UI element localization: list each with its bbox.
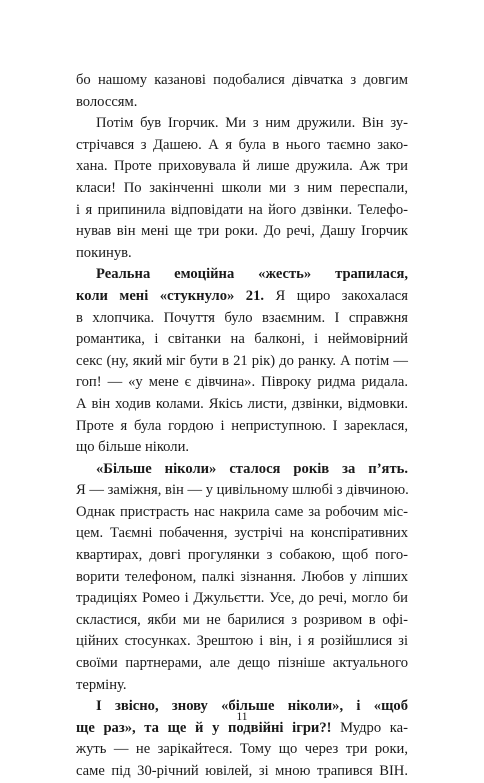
text-line [76,286,408,308]
text-line [76,178,408,200]
text-line [76,372,408,394]
bold-phrase: І звісно, знову «більше ніколи», і «щоб [96,698,408,715]
text-line [76,545,408,567]
line-text: хана. Проте приховувала й лише дружила. Аж три [76,158,408,175]
text-line [76,351,408,373]
bold-phrase: «Більше ніколи» сталося років за п’ять. [96,460,408,477]
text-line [76,588,408,610]
text-line [76,92,408,114]
line-text: своїми партнерами, але дещо пізніше актуального [76,655,408,672]
text-line [76,329,408,351]
text-line [76,653,408,675]
text-line [76,200,408,222]
bold-phrase: ще раз», та ще й у подвійні ігри?! [76,719,332,736]
line-text: жуть — не зарікайтеся. Тому що через три роки, [76,741,408,758]
text-line [76,156,408,178]
line-text: Я — заміжня, він — у цивільному шлюбі з дівчиною. [76,482,409,499]
line-text: скластися, якби ми не барилися з розривом в офі- [76,611,408,628]
line-text: Потім був Ігорчик. Ми з ним дружили. Він зу- [96,115,408,132]
line-text: цем. Таємні побачення, зустрічі на конспіративних [76,525,408,542]
line-text: покинув. [76,244,132,261]
line-text: і я припинила відповідати на його дзвінки. Телефо- [76,201,408,218]
line-text: романтика, і світанки на балконі, і неймовірний [76,331,408,348]
line-text: гоп! — «у мене є дівчина». Півроку ридма ридала. [76,374,408,391]
line-text: стрічався з Дашею. А я була в нього таємно зако- [76,136,408,153]
line-text: бо нашому казанові подобалися дівчатка з довгим [76,72,408,88]
line-text: Проте я була гордою і неприступною. І зареклася, [76,417,408,434]
text-line [76,480,408,502]
book-page-text [76,70,408,783]
text-line [76,523,408,545]
text-line [76,610,408,632]
text-line [76,113,408,135]
line-text: традиціях Ромео і Джульєтти. Усе, до речі, могло би [76,590,408,607]
text-line [76,739,408,761]
text-line [76,308,408,330]
line-text: терміну. [76,676,127,693]
line-text: Я щиро закохалася [264,287,408,304]
text-line [76,394,408,416]
text-line [76,243,408,265]
text-line [76,631,408,653]
line-text: класи! По закінченні школи ми з ним переспали, [76,179,408,196]
line-text: що більше ніколи. [76,439,190,456]
line-text: в хлопчика. Почуття було взаємним. І справжня [76,309,408,326]
text-line [76,70,408,92]
text-line [76,567,408,589]
text-line [76,675,408,697]
line-text: Однак пристрасть нас накрила саме за робочим міс- [76,503,408,520]
text-line [76,502,408,524]
line-text: А він ходив колами. Якісь листи, дзвінки, відмовки. [76,395,408,412]
bold-phrase: Реальна емоційна «жесть» трапилася, [96,266,408,283]
text-line [76,437,408,459]
text-line [76,416,408,438]
text-line [76,221,408,243]
text-line [76,761,408,783]
line-text: волоссям. [76,93,138,110]
text-line [76,264,408,286]
line-text: ворити телефоном, палкі зізнання. Любов у ліпших [76,568,408,585]
text-line [76,459,408,481]
line-text: Мудро ка- [331,719,408,736]
line-text: ційних стосунках. Зрештою і він, і я розійшлися зі [76,633,408,650]
text-line [76,135,408,157]
line-text: нував він мені ще три роки. До речі, Дашу Ігорчик [76,223,408,240]
page-number: 11 [236,711,248,723]
line-text: саме під 30-річний ювілей, зі мною трапився ВІН. [76,763,408,779]
line-text: секс (ну, який міг бути в 21 рік) до ранку. А потім — [76,352,408,369]
line-text: квартирах, довгі прогулянки з собакою, щоб пого- [76,547,408,564]
bold-phrase: коли мені «стукнуло» 21. [76,287,265,304]
